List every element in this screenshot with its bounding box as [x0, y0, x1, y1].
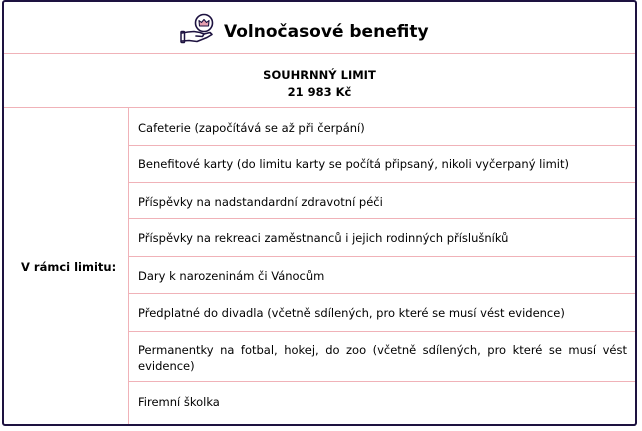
table-row: [129, 219, 637, 257]
page-title: Volnočasové benefity: [224, 22, 429, 42]
table-row: [129, 146, 637, 183]
benefit-item: Příspěvky na rekreaci zaměstnanců i jejich rodinných příslušníků: [138, 231, 509, 245]
table-row: [129, 108, 637, 146]
limit-label: V rámci limitu:: [21, 260, 117, 274]
table-row: [129, 294, 637, 332]
benefit-item: Firemní školka: [138, 395, 220, 409]
limit-label-cell: [4, 108, 129, 426]
summary-label: SOUHRNNÝ LIMIT: [263, 68, 376, 82]
benefit-item: Dary k narozeninám či Vánocům: [138, 269, 325, 283]
table-header: [4, 2, 635, 54]
hand-with-crown-icon: [180, 13, 216, 45]
benefits-table: [2, 0, 637, 426]
table-row: [129, 332, 637, 382]
table-row: [129, 257, 637, 294]
table-row: [129, 382, 637, 422]
benefit-item: Cafeterie (započítává se až při čerpání): [138, 121, 365, 135]
summary-limit: [4, 54, 635, 108]
table-row: [129, 183, 637, 219]
benefit-item: Benefitové karty (do limitu karty se počítá připsaný, nikoli vyčerpaný limit): [138, 157, 569, 171]
benefit-list: [129, 108, 637, 422]
benefit-item: Příspěvky na nadstandardní zdravotní péči: [138, 195, 383, 209]
summary-value: 21 983 Kč: [287, 85, 352, 99]
benefit-item: Předplatné do divadla (včetně sdílených, pro které se musí vést evidence): [138, 306, 565, 320]
benefit-item: Permanentky na fotbal, hokej, do zoo (včetně sdílených, pro které se musí vést evidence): [138, 343, 627, 373]
